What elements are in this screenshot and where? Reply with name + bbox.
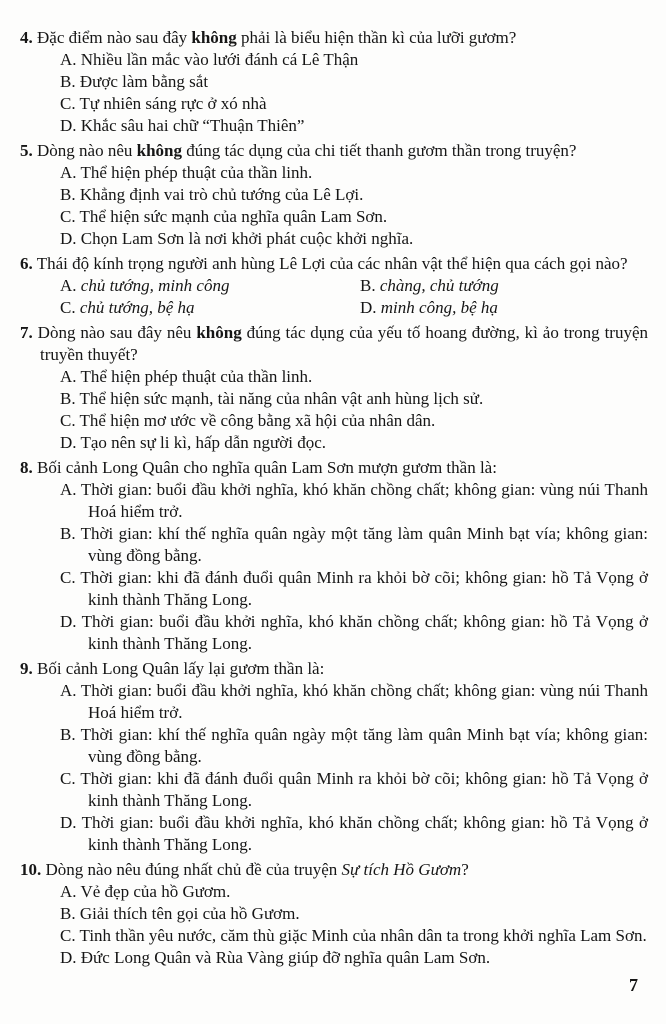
option-label: B. bbox=[60, 904, 76, 923]
question bbox=[20, 140, 648, 250]
answer-option bbox=[60, 228, 648, 250]
option-label: B. bbox=[60, 72, 76, 91]
text-segment: Thời gian: buổi đầu khởi nghĩa, khó khăn chồng chất; không gian: hồ Tả Vọng ở kinh thành Thăng Long. bbox=[81, 813, 648, 854]
option-label: D. bbox=[60, 116, 77, 135]
answer-option bbox=[60, 93, 648, 115]
answer-option bbox=[360, 275, 648, 297]
answer-option bbox=[60, 724, 648, 768]
text-segment: Dòng nào nêu bbox=[37, 141, 137, 160]
page-number: 7 bbox=[629, 975, 638, 995]
option-label: C. bbox=[60, 411, 76, 430]
text-segment: Dòng nào sau đây nêu bbox=[37, 323, 197, 342]
text-segment: Tự nhiên sáng rực ở xó nhà bbox=[79, 94, 267, 113]
options-group bbox=[20, 162, 648, 250]
option-label: D. bbox=[60, 433, 77, 452]
option-label: B. bbox=[60, 389, 76, 408]
option-label: C. bbox=[60, 769, 76, 788]
answer-option bbox=[60, 432, 648, 454]
text-segment: Chọn Lam Sơn là nơi khởi phát cuộc khởi nghĩa. bbox=[80, 229, 414, 248]
text-segment: Thể hiện sức mạnh, tài năng của nhân vật anh hùng lịch sử. bbox=[79, 389, 484, 408]
option-label: D. bbox=[60, 813, 77, 832]
answer-option bbox=[360, 297, 648, 319]
text-segment: Giải thích tên gọi của hồ Gươm. bbox=[79, 904, 300, 923]
question-number: 5. bbox=[20, 141, 33, 160]
text-segment: chủ tướng, bệ hạ bbox=[79, 298, 195, 317]
option-label: A. bbox=[60, 480, 77, 499]
options-group bbox=[20, 366, 648, 454]
options-group bbox=[60, 275, 648, 319]
answer-option bbox=[60, 523, 648, 567]
option-label: D. bbox=[60, 612, 77, 631]
text-segment: Thời gian: khi đã đánh đuổi quân Minh ra khỏi bờ cõi; không gian: hồ Tả Vọng ở kinh thành Thăng Long. bbox=[80, 568, 648, 609]
text-segment: Khắc sâu hai chữ “Thuận Thiên” bbox=[80, 116, 305, 135]
text-segment: Thời gian: buổi đầu khởi nghĩa, khó khăn chồng chất; không gian: vùng núi Thanh Hoá hiểm trở. bbox=[80, 480, 648, 521]
option-label: B. bbox=[60, 725, 76, 744]
question bbox=[20, 253, 648, 319]
text-segment: Thời gian: buổi đầu khởi nghĩa, khó khăn chồng chất; không gian: hồ Tả Vọng ở kinh thành Thăng Long. bbox=[81, 612, 648, 653]
question-stem bbox=[20, 859, 648, 881]
text-segment: đúng tác dụng của chi tiết thanh gươm thần trong truyện? bbox=[182, 141, 577, 160]
option-label: B. bbox=[360, 276, 376, 295]
question-list bbox=[20, 27, 648, 969]
text-segment: không bbox=[196, 323, 242, 342]
option-label: C. bbox=[60, 94, 76, 113]
text-segment: minh công, bệ hạ bbox=[380, 298, 498, 317]
question-number: 7. bbox=[20, 323, 33, 342]
question bbox=[20, 27, 648, 137]
answer-option bbox=[60, 297, 360, 319]
text-segment: phải là biểu hiện thần kì của lưỡi gươm? bbox=[236, 28, 517, 47]
question-stem bbox=[20, 27, 648, 49]
text-segment: Vẻ đẹp của hồ Gươm. bbox=[80, 882, 231, 901]
option-label: D. bbox=[60, 229, 77, 248]
option-label: C. bbox=[60, 298, 76, 317]
question bbox=[20, 859, 648, 969]
text-segment: Thể hiện sức mạnh của nghĩa quân Lam Sơn. bbox=[79, 207, 388, 226]
answer-option bbox=[60, 611, 648, 655]
option-label: C. bbox=[60, 568, 76, 587]
question-stem bbox=[20, 658, 648, 680]
answer-option bbox=[60, 410, 648, 432]
text-segment: Thể hiện mơ ước về công bằng xã hội của nhân dân. bbox=[79, 411, 436, 430]
answer-option bbox=[60, 388, 648, 410]
question-number: 4. bbox=[20, 28, 33, 47]
text-segment: ? bbox=[461, 860, 469, 879]
option-label: A. bbox=[60, 276, 77, 295]
answer-option bbox=[60, 206, 648, 228]
text-segment: Đặc điểm nào sau đây bbox=[37, 28, 192, 47]
text-segment: Đức Long Quân và Rùa Vàng giúp đỡ nghĩa quân Lam Sơn. bbox=[80, 948, 491, 967]
text-segment: chủ tướng, minh công bbox=[80, 276, 230, 295]
answer-option bbox=[60, 768, 648, 812]
answer-option bbox=[60, 275, 360, 297]
text-segment: Dòng nào nêu đúng nhất chủ đề của truyện bbox=[45, 860, 342, 879]
question-number: 10. bbox=[20, 860, 42, 879]
option-label: B. bbox=[60, 185, 76, 204]
text-segment: Thể hiện phép thuật của thần linh. bbox=[80, 367, 313, 386]
answer-option bbox=[60, 812, 648, 856]
text-segment: Tạo nên sự li kì, hấp dẫn người đọc. bbox=[80, 433, 327, 452]
option-label: D. bbox=[360, 298, 377, 317]
answer-option bbox=[60, 71, 648, 93]
option-label: A. bbox=[60, 163, 77, 182]
option-label: D. bbox=[60, 948, 77, 967]
option-label: C. bbox=[60, 207, 76, 226]
text-segment: chàng, chủ tướng bbox=[379, 276, 499, 295]
option-label: A. bbox=[60, 50, 77, 69]
question-number: 9. bbox=[20, 659, 33, 678]
text-segment: Nhiều lần mắc vào lưới đánh cá Lê Thận bbox=[80, 50, 359, 69]
question bbox=[20, 322, 648, 454]
question-stem bbox=[20, 253, 648, 275]
question-stem bbox=[20, 322, 648, 366]
answer-option bbox=[60, 567, 648, 611]
answer-option bbox=[60, 49, 648, 71]
options-group bbox=[20, 881, 648, 969]
answer-option bbox=[60, 479, 648, 523]
text-segment: Bối cảnh Long Quân cho nghĩa quân Lam Sơn mượn gươm thần là: bbox=[37, 458, 497, 477]
question bbox=[20, 658, 648, 856]
question-stem bbox=[20, 457, 648, 479]
answer-option bbox=[60, 366, 648, 388]
text-segment: Thời gian: khí thế nghĩa quân ngày một tăng làm quân Minh bạt vía; không gian: vùng đồng bằng. bbox=[80, 725, 648, 766]
answer-option bbox=[60, 680, 648, 724]
answer-option bbox=[60, 903, 648, 925]
text-segment: Thời gian: buổi đầu khởi nghĩa, khó khăn chồng chất; không gian: vùng núi Thanh Hoá hiểm trở. bbox=[80, 681, 648, 722]
text-segment: Thể hiện phép thuật của thần linh. bbox=[80, 163, 313, 182]
text-segment: đúng tác dụng của yếu tố hoang đường, kì ảo trong truyện truyền thuyết? bbox=[40, 323, 648, 364]
answer-option bbox=[60, 184, 648, 206]
answer-option bbox=[60, 115, 648, 137]
options-group bbox=[20, 680, 648, 856]
question-number: 8. bbox=[20, 458, 33, 477]
option-label: B. bbox=[60, 524, 76, 543]
answer-option bbox=[60, 881, 648, 903]
text-segment: Được làm bằng sắt bbox=[79, 72, 209, 91]
options-group bbox=[20, 479, 648, 655]
options-group bbox=[20, 49, 648, 137]
text-segment: Bối cảnh Long Quân lấy lại gươm thần là: bbox=[37, 659, 325, 678]
text-segment: Sự tích Hồ Gươm bbox=[341, 860, 462, 879]
question-number: 6. bbox=[20, 254, 33, 273]
answer-option bbox=[60, 925, 648, 947]
question bbox=[20, 457, 648, 655]
text-segment: không bbox=[136, 141, 182, 160]
text-segment: không bbox=[191, 28, 237, 47]
option-label: A. bbox=[60, 367, 77, 386]
answer-option bbox=[60, 947, 648, 969]
text-segment: Thời gian: khí thế nghĩa quân ngày một tăng làm quân Minh bạt vía; không gian: vùng đồng bằng. bbox=[80, 524, 648, 565]
answer-option bbox=[60, 162, 648, 184]
text-segment: Thái độ kính trọng người anh hùng Lê Lợi của các nhân vật thể hiện qua cách gọi nào? bbox=[36, 254, 628, 273]
text-segment: Tinh thần yêu nước, căm thù giặc Minh của nhân dân ta trong khởi nghĩa Lam Sơn. bbox=[79, 926, 647, 945]
text-segment: Khẳng định vai trò chủ tướng của Lê Lợi. bbox=[79, 185, 364, 204]
text-segment: Thời gian: khi đã đánh đuổi quân Minh ra khỏi bờ cõi; không gian: hồ Tả Vọng ở kinh thành Thăng Long. bbox=[80, 769, 648, 810]
option-label: C. bbox=[60, 926, 76, 945]
question-stem bbox=[20, 140, 648, 162]
option-label: A. bbox=[60, 681, 77, 700]
option-label: A. bbox=[60, 882, 77, 901]
